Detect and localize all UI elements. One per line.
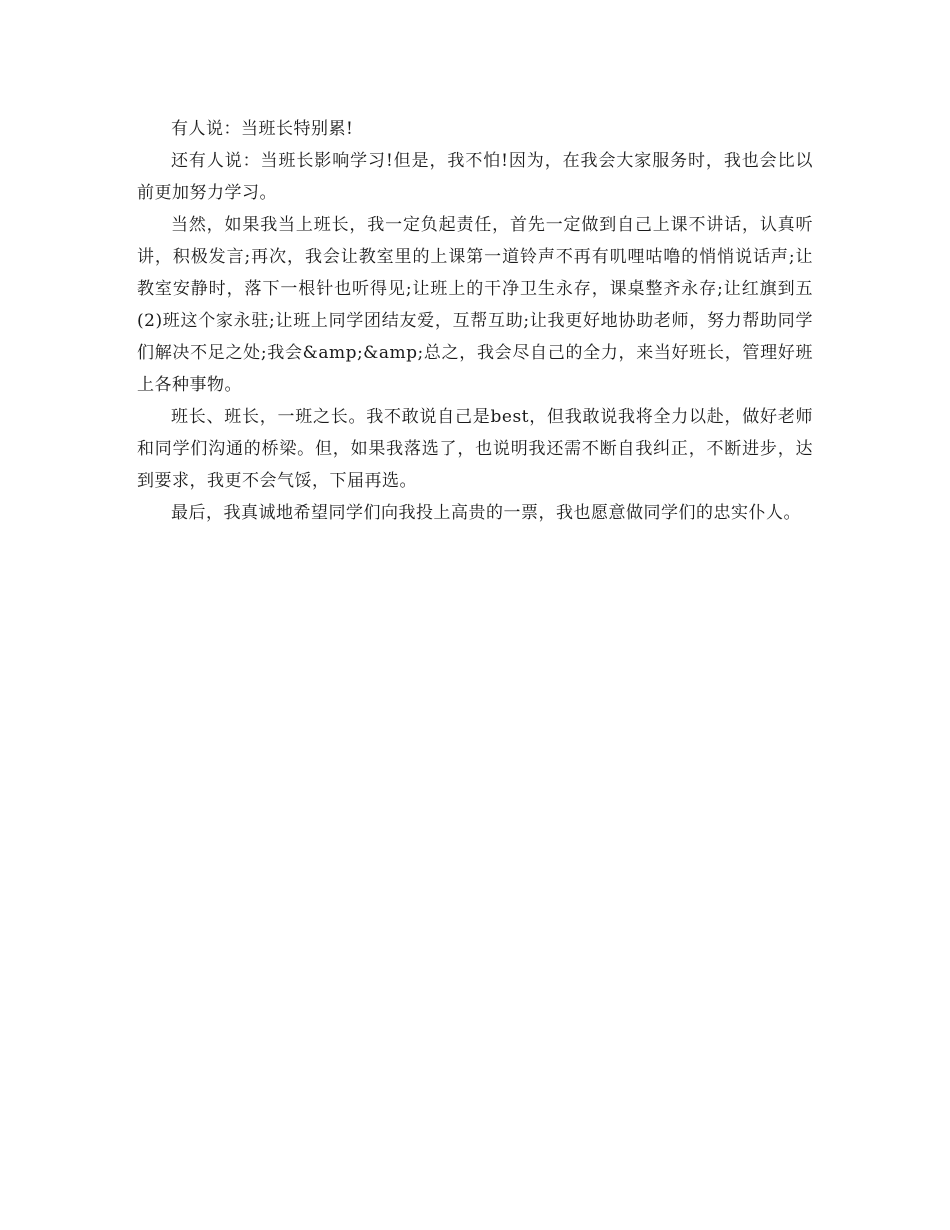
paragraph-3: 当然，如果我当上班长，我一定负起责任，首先一定做到自己上课不讲话，认真听讲，积极发言;再次，我会让教室里的上课第一道铃声不再有叽哩咕噜的悄悄说话声;让教室安静时，落下一根针也听得见;让班上的干净卫生永存，课桌整齐永存;让红旗到五(2)班这个家永驻;让班上同学团结友爱，互帮互助;让我更好地协助老师，努力帮助同学们解决不足之处;我会&amp;&amp;总之，我会尽自己的全力，来当好班长，管理好班上各种事物。 — [137, 215, 813, 395]
paragraph-2: 还有人说：当班长影响学习!但是，我不怕!因为，在我会大家服务时，我也会比以前更加努力学习。 — [137, 151, 813, 203]
paragraph-4: 班长、班长，一班之长。我不敢说自己是best，但我敢说我将全力以赴，做好老师和同学们沟通的桥梁。但，如果我落选了，也说明我还需不断自我纠正，不断进步，达到要求，我更不会气馁，下届再选。 — [137, 407, 813, 491]
document-body — [137, 113, 813, 529]
paragraph-5: 最后，我真诚地希望同学们向我投上高贵的一票，我也愿意做同学们的忠实仆人。 — [171, 503, 801, 523]
paragraph-1: 有人说：当班长特别累! — [171, 119, 354, 139]
